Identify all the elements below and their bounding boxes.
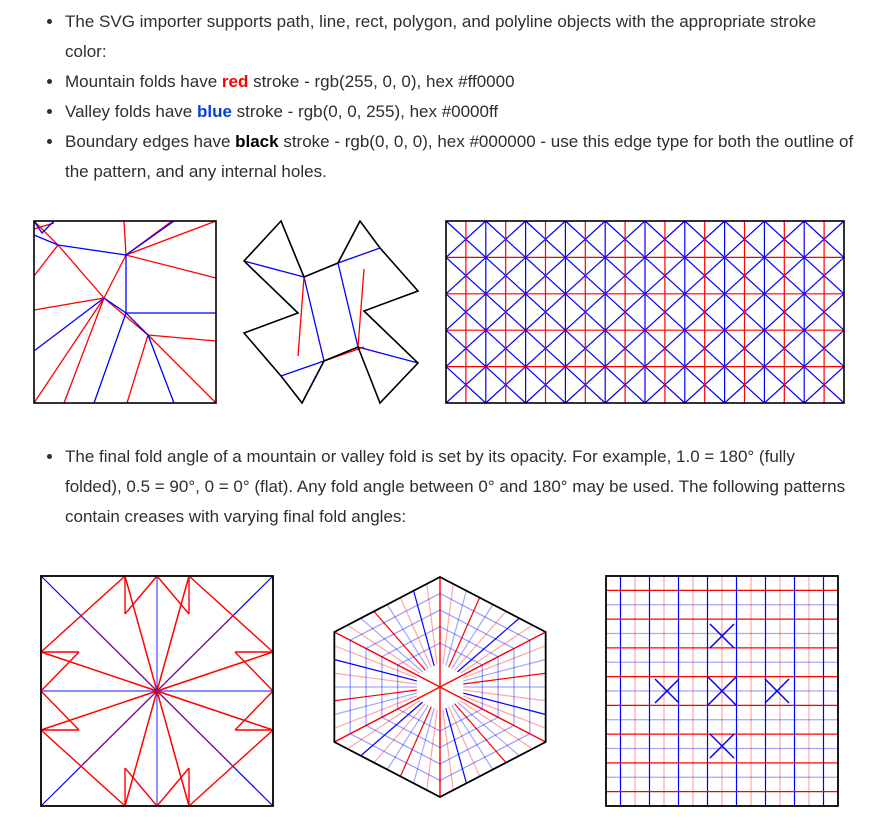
mountain-text-after: stroke - rgb(255, 0, 0), hex #ff0000 — [248, 72, 515, 91]
crease-pattern-grid-flowers — [606, 576, 838, 806]
mountain-keyword: red — [221, 72, 249, 91]
importer-text: The SVG importer supports path, line, rect, polygon, and polyline objects with the appropriate stroke color: — [65, 12, 817, 61]
list-item-fold-angle — [64, 442, 854, 532]
crease-pattern-star-1 — [238, 221, 424, 403]
crease-pattern-hexagon-twist — [310, 574, 570, 800]
list-item-importer — [64, 7, 854, 67]
crease-pattern-square-1 — [34, 221, 216, 403]
stroke-color-list — [28, 7, 854, 187]
list-item-mountain — [64, 67, 854, 97]
boundary-keyword: black — [235, 132, 279, 151]
list-item-boundary — [64, 127, 854, 187]
fold-angle-list — [28, 442, 854, 532]
boundary-text-after: stroke - rgb(0, 0, 0), hex #000000 - use this edge type for both the outline of the pattern, and any internal holes. — [65, 132, 854, 181]
crease-pattern-tessellation — [446, 221, 844, 403]
mountain-text-before: Mountain folds have — [65, 72, 222, 91]
crease-pattern-radial-star — [41, 576, 273, 806]
fold-angle-text: The final fold angle of a mountain or valley fold is set by its opacity. For example, 1.0 = 180° (fully folded), 0.5 = 90°, 0 = 0° (flat). Any fold angle between 0° and 180° may be used. The following patterns contain creases with varying final fold angles: — [65, 447, 846, 526]
valley-keyword: blue — [196, 102, 232, 121]
boundary-text-before: Boundary edges have — [65, 132, 236, 151]
valley-text-before: Valley folds have — [65, 102, 197, 121]
list-item-valley — [64, 97, 854, 127]
valley-text-after: stroke - rgb(0, 0, 255), hex #0000ff — [231, 102, 499, 121]
